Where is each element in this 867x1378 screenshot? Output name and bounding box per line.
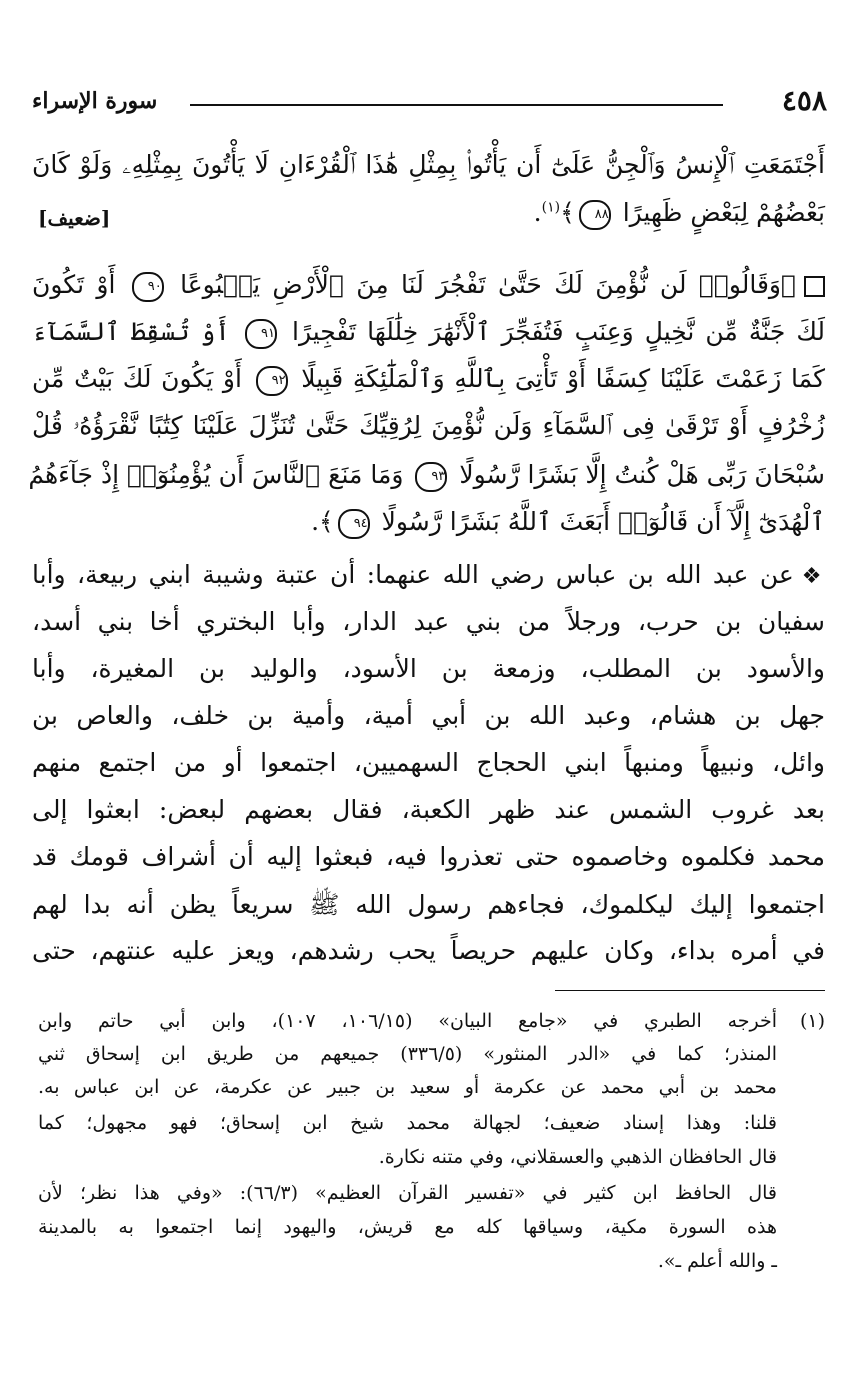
footnote-ref: (١) <box>541 199 561 216</box>
verse-text: لَكَ جَنَّةٌ مِّن نَّخِيلٍ وَعِنَبٍ فَتُفَجِّرَ ٱلْأَنْهَٰرَ خِلَٰلَهَا تَفْجِيرًا <box>292 317 826 346</box>
verse-text: ٱلْهُدَىٰٓ إِلَّآ أَن قَالُوٓا۟ أَبَعَثَ ٱللَّهُ بَشَرًا رَّسُولًا <box>381 507 825 536</box>
footnote-line-3: محمد بن أبي محمد عن عكرمة أو سعيد بن جبير عن عكرمة، عن ابن عباس به. <box>38 1076 777 1098</box>
verse-text: كَمَا زَعَمْتَ عَلَيْنَا كِسَفًا أَوْ تَأْتِىَ بِٱللَّهِ وَٱلْمَلَٰٓئِكَةِ قَبِيلًا <box>301 364 825 393</box>
verse-close-bracket: ﴾. <box>311 507 334 536</box>
verse-text: زُخْرُفٍ أَوْ تَرْقَىٰ فِى ٱلسَّمَآءِ وَلَن نُّؤْمِنَ لِرُقِيِّكَ حَتَّىٰ تُنَزِّلَ عَلَيْنَا كِتَٰبًا نَّقْرَؤُهُۥ قُلْ <box>32 411 825 440</box>
grade-label: [ضعيف] <box>38 206 111 230</box>
footnote-line-8: ـ والله أعلم ـ». <box>657 1250 777 1272</box>
hadith-line-4 <box>32 701 825 730</box>
surah-title: سورة الإسراء <box>32 88 158 114</box>
footnote-line-7: هذه السورة مكية، وسياقها كله مع قريش، واليهود إنما اجتمعوا به بالمدينة <box>38 1216 777 1238</box>
verse-text: أَوْ تُسْقِطَ ٱلسَّمَآءَ <box>32 317 230 346</box>
hadith-text: محمد فكلموه وخاصموه حتى تعذروا فيه، فبعثوا إليه أن أشراف قومك قد <box>32 842 825 871</box>
hadith-text: بعد غروب الشمس عند ظهر الكعبة، فقال بعضهم لبعض: ابعثوا إلى <box>32 795 825 824</box>
ayah-number-93: ٩٣ <box>415 462 447 492</box>
hadith-text: جهل بن هشام، وعبد الله بن أبي أمية، وأمية بن خلف، والعاص بن <box>32 701 825 730</box>
hadith-line-8 <box>32 889 825 926</box>
verse-line-3 <box>32 270 825 302</box>
hadith-text: عن عبد الله بن عباس رضي الله عنهما: أن عتبة وشيبة ابني ربيعة، وأبا <box>32 560 794 589</box>
verse-line-4 <box>32 317 825 349</box>
verse-text: بَعْضُهُمْ لِبَعْضٍ ظَهِيرًا <box>622 198 825 227</box>
ayah-number-92: ٩٢ <box>256 366 288 396</box>
verse-line-1 <box>32 150 825 180</box>
footnote-line-1: أخرجه الطبري في «جامع البيان» (١٠٦/١٥، ١٠٧)، وابن أبي حاتم وابن <box>38 1010 778 1032</box>
ayah-number-90: ٩٠ <box>132 272 164 302</box>
footnote-number: (١) <box>799 1010 825 1032</box>
hadith-text: سفيان بن حرب، ورجلاً من بني عبد الدار، وأبا البختري أخا بني أسد، <box>32 607 825 636</box>
ayah-number-88: ٨٨ <box>579 200 611 230</box>
verse-line-5 <box>32 364 825 396</box>
verse-line-2: بَعْضُهُمْ لِبَعْضٍ ظَهِيرًا ٨٨﴾$^{(١)}$. <box>534 198 825 230</box>
footnote-line-2: المنذر؛ كما في «الدر المنثور» (٣٣٦/٥) جميعهم من طريق ابن إسحاق ثني <box>38 1043 777 1065</box>
header-rule <box>190 104 723 106</box>
hadith-text: وائل، ونبيهاً ومنبهاً ابني الحجاج السهميين، اجتمعوا أو من اجتمع منهم <box>32 748 825 777</box>
verse-text: أَجْتَمَعَتِ ٱلْإِنسُ وَٱلْجِنُّ عَلَىٰٓ أَن يَأْتُوا۟ بِمِثْلِ هَٰذَا ٱلْقُرْءَانِ لَا يَأْتُونَ بِمِثْلِهِۦ وَلَوْ كَانَ <box>32 150 825 179</box>
verse-line-8 <box>311 507 825 539</box>
verse-line-6 <box>32 411 825 441</box>
section-box-icon <box>804 276 825 297</box>
verse-text: أَوْ تَكُونَ <box>32 270 116 299</box>
hadith-line-7 <box>32 842 825 871</box>
hadith-line-2 <box>32 607 825 636</box>
verse-line-7 <box>28 460 825 492</box>
footnote-separator <box>555 990 825 991</box>
hadith-line-6 <box>32 795 825 824</box>
verse-text: سُبْحَانَ رَبِّى هَلْ كُنتُ إِلَّا بَشَرًا رَّسُولًا <box>459 460 825 489</box>
diamond-bullet-icon: ❖ <box>801 564 825 589</box>
hadith-text: اجتمعوا إليك ليكلموك، فجاءهم رسول الله ﷺ سريعاً يظن أنه بدا لهم <box>32 890 825 919</box>
footnote-line-6: قال الحافظ ابن كثير في «تفسير القرآن العظيم» (٦٦/٣): «وفي هذا نظر؛ لأن <box>38 1182 777 1204</box>
verse-text: أَوْ يَكُونَ لَكَ بَيْتٌ مِّن <box>32 364 242 393</box>
ayah-number-94: ٩٤ <box>338 509 370 539</box>
hadith-line-1 <box>32 560 825 589</box>
verse-close-bracket: ﴾ <box>560 198 575 227</box>
verse-text: ﴿وَقَالُوا۟ لَن نُّؤْمِنَ لَكَ حَتَّىٰ تَفْجُرَ لَنَا مِنَ ٱلْأَرْضِ يَنۢبُوعًا <box>180 270 797 299</box>
footnote-line-5: قال الحافظان الذهبي والعسقلاني، وفي متنه نكارة. <box>378 1146 777 1168</box>
hadith-text: في أمره بداء، وكان عليهم حريصاً يحب رشدهم، ويعز عليه عنتهم، حتى <box>32 936 825 965</box>
hadith-line-3 <box>32 654 825 683</box>
page-number: ٤٥٨ <box>781 84 827 117</box>
hadith-text: والأسود بن المطلب، وزمعة بن الأسود، والوليد بن المغيرة، وأبا <box>32 654 825 683</box>
hadith-line-5 <box>32 748 825 777</box>
footnote-line-4: قلنا: وهذا إسناد ضعيف؛ لجهالة محمد شيخ ابن إسحاق؛ فهو مجهول؛ كما <box>38 1112 777 1134</box>
hadith-line-9 <box>32 936 825 965</box>
ayah-number-91: ٩١ <box>245 319 277 349</box>
verse-text: وَمَا مَنَعَ ٱلنَّاسَ أَن يُؤْمِنُوٓا۟ إِذْ جَآءَهُمُ <box>28 460 404 489</box>
page-header <box>32 84 827 124</box>
